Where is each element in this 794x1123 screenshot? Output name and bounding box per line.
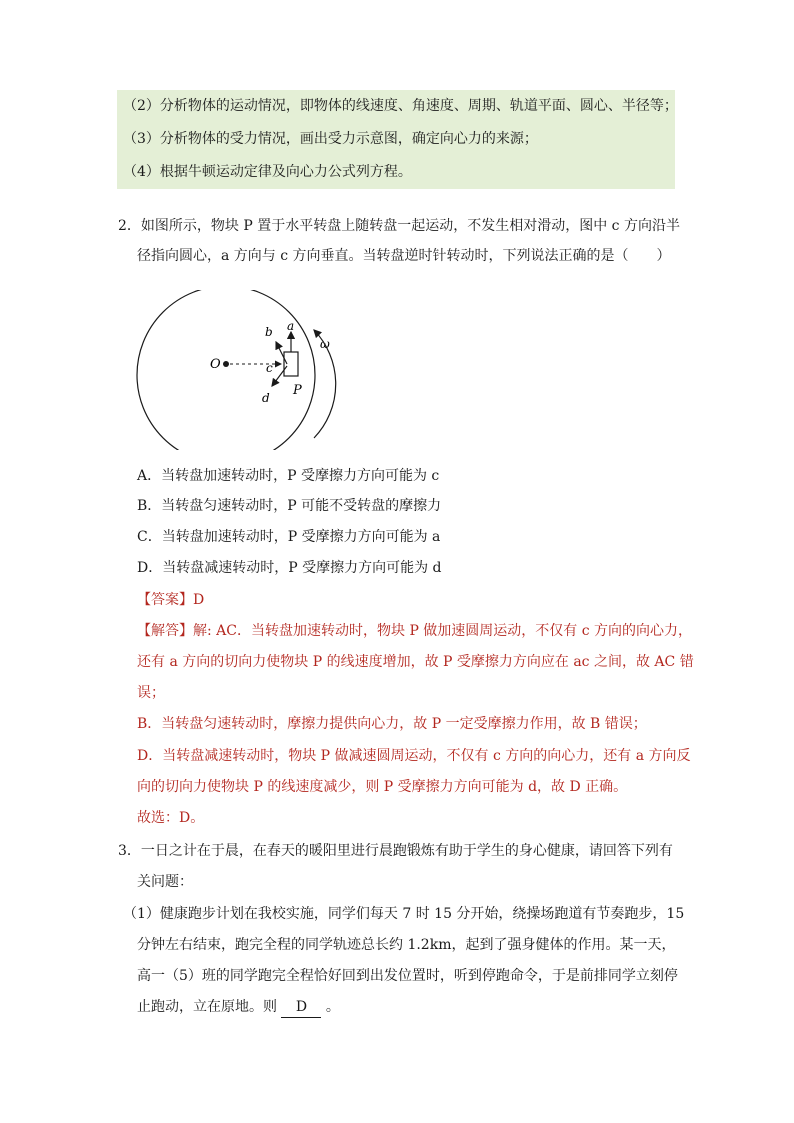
- question-3-line-1: 3．一日之计在于晨，在春天的暖阳里进行晨跑锻炼有助于学生的身心健康，请回答下列有: [118, 843, 673, 859]
- label-d: d: [262, 391, 270, 405]
- analysis-line: 还有 a 方向的切向力使物块 P 的线速度增加，故 P 受摩擦力方向应在 ac 之间，故 AC 错: [137, 654, 694, 670]
- tip-line: （2）分析物体的运动情况，即物体的线速度、角速度、周期、轨道平面、圆心、半径等；: [123, 98, 678, 114]
- option-c: C．当转盘加速转动时，P 受摩擦力方向可能为 a: [137, 529, 441, 545]
- answer-line: [137, 590, 204, 610]
- block-p: [284, 352, 298, 376]
- center-point: [223, 361, 229, 367]
- analysis-line: 向的切向力使物块 P 的线速度减少，则 P 受摩擦力方向可能为 d，故 D 正确。: [137, 779, 628, 795]
- analysis-line: D．当转盘减速转动时，物块 P 做减速圆周运动，不仅有 c 方向的向心力，还有 a 方向反: [137, 748, 691, 764]
- option-b: B．当转盘匀速转动时，P 可能不受转盘的摩擦力: [137, 498, 442, 514]
- label-c: c: [266, 361, 273, 375]
- last-line-prefix: 止跑动，立在原地。则: [137, 999, 277, 1015]
- last-line-suffix: 。: [325, 999, 340, 1015]
- tip-line: （3）分析物体的受力情况，画出受力示意图，确定向心力的来源；: [123, 131, 538, 147]
- question-3-sub-line: （1）健康跑步计划在我校实施，同学们每天 7 时 15 分开始，绕操场跑道有节奏跑步，15: [123, 906, 685, 922]
- question-3-last-line: [137, 997, 340, 1018]
- question-3-sub-line: 高一（5）班的同学跑完全程恰好回到出发位置时，听到停跑命令，于是前排同学立刻停: [137, 968, 678, 984]
- analysis-line: B．当转盘匀速转动时，摩擦力提供向心力，故 P 一定受摩擦力作用，故 B 错误；: [137, 716, 647, 732]
- tips-box: [117, 90, 678, 189]
- option-a: A．当转盘加速转动时，P 受摩擦力方向可能为 c: [137, 468, 440, 484]
- option-d: D．当转盘减速转动时，P 受摩擦力方向可能为 d: [137, 560, 442, 576]
- tip-line: （4）根据牛顿运动定律及向心力公式列方程。: [123, 164, 412, 180]
- label-a: a: [287, 319, 295, 333]
- label-p: P: [293, 383, 302, 398]
- label-b: b: [265, 325, 273, 339]
- label-omega: ω: [320, 337, 330, 351]
- turntable-figure: [133, 290, 343, 450]
- question-3-sub-line: 分钟左右结束，跑完全程的同学轨迹总长约 1.2km，起到了强身健体的作用。某一天，: [137, 937, 676, 953]
- analysis-label: 【解答】: [137, 623, 193, 639]
- conclusion-line: 故选：D。: [137, 810, 205, 826]
- answer-label: 【答案】: [137, 592, 193, 608]
- analysis-line: 误；: [137, 685, 165, 701]
- question-2-line-2: 径指向圆心，a 方向与 c 方向垂直。当转盘逆时针转动时，下列说法正确的是（ ）: [137, 248, 671, 264]
- answer-value: D: [193, 592, 205, 608]
- label-o: O: [210, 357, 221, 372]
- question-2-line-1: 2．如图所示，物块 P 置于水平转盘上随转盘一起运动，不发生相对滑动，图中 c 方向沿半: [118, 218, 680, 234]
- analysis-text: 解: AC．当转盘加速转动时，物块 P 做加速圆周运动，不仅有 c 方向的向心力，: [193, 623, 693, 639]
- question-3-line-2: 关问题：: [137, 874, 193, 890]
- answer-blank: D: [281, 997, 321, 1018]
- analysis-line: [137, 621, 692, 641]
